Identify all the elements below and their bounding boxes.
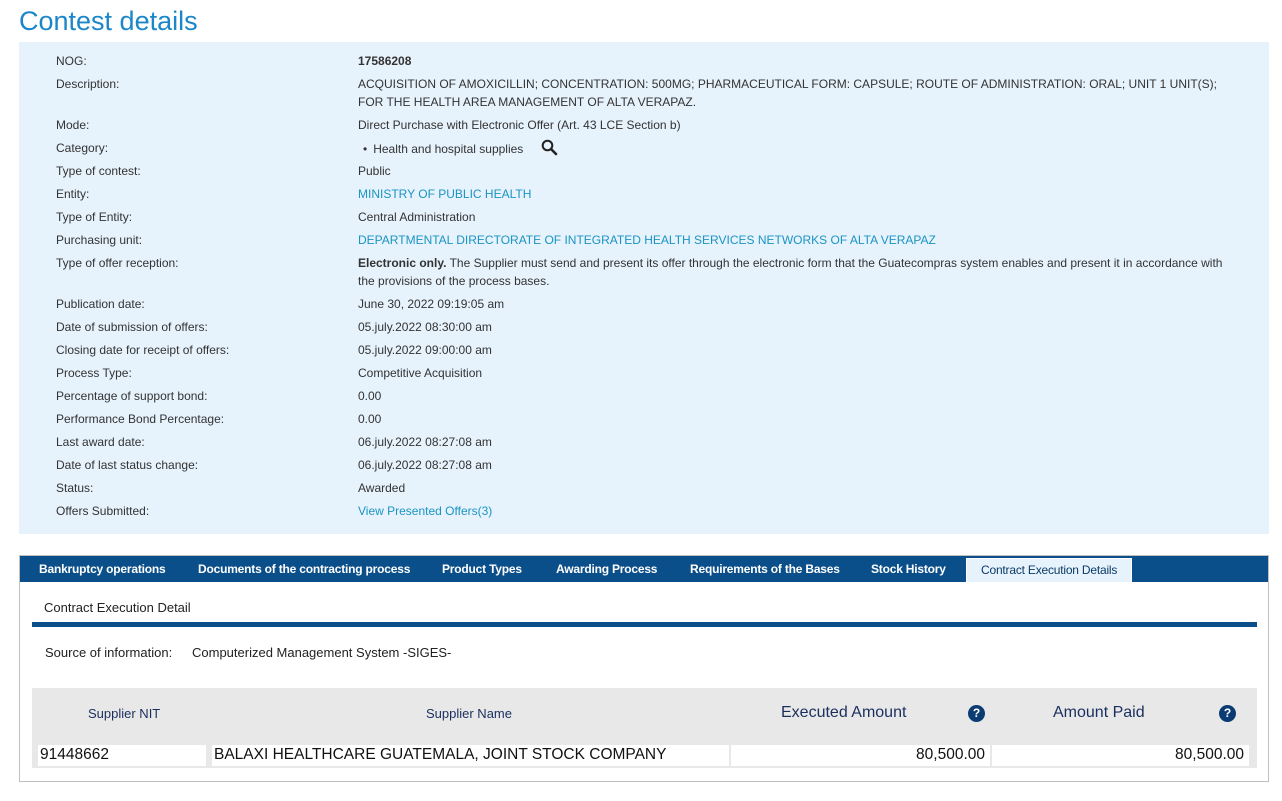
detail-label: Process Type: (56, 366, 132, 380)
tab-documents[interactable]: Documents of the contracting process (198, 562, 411, 576)
bullet: • (363, 142, 368, 156)
last-award-date-value: 06.july.2022 08:27:08 am (358, 435, 492, 449)
detail-label: Type of Entity: (56, 210, 133, 224)
tab-bar (20, 556, 1268, 582)
detail-label: Description: (56, 77, 120, 91)
description-value (358, 75, 1238, 111)
detail-label: Percentage of support bond: (56, 389, 208, 403)
process-type-value: Competitive Acquisition (358, 366, 483, 380)
detail-label: Performance Bond Percentage: (56, 412, 225, 426)
type-of-contest-value: Public (358, 164, 391, 178)
submission-date-value: 05.july.2022 08:30:00 am (358, 320, 492, 334)
cell-amount-paid: 80,500.00 (992, 745, 1249, 766)
publication-date-value: June 30, 2022 09:19:05 am (358, 297, 505, 311)
mode-value: Direct Purchase with Electronic Offer (Art. 43 LCE Section b) (358, 118, 681, 132)
detail-label: Date of submission of offers: (56, 320, 208, 334)
column-header-executed-amount: Executed Amount (781, 704, 907, 721)
section-header: Contract Execution Detail (44, 600, 191, 615)
column-header-amount-paid: Amount Paid (1053, 704, 1145, 721)
detail-label: Type of offer reception: (56, 256, 179, 270)
closing-date-value: 05.july.2022 09:00:00 am (358, 343, 492, 357)
column-header-supplier-name: Supplier Name (426, 706, 512, 721)
entity-link[interactable]: MINISTRY OF PUBLIC HEALTH (358, 187, 532, 201)
description-line-1: ACQUISITION OF AMOXICILLIN; CONCENTRATION: 500MG; PHARMACEUTICAL FORM: CAPSULE; ROUTE OF ADMINISTRATION: ORAL; UNIT 1 UNIT(S); (358, 77, 1217, 91)
purchasing-unit-link[interactable]: DEPARTMENTAL DIRECTORATE OF INTEGRATED HEALTH SERVICES NETWORKS OF ALTA VERAPAZ (358, 233, 936, 247)
nog-value: 17586208 (358, 54, 412, 68)
section-divider (32, 622, 1257, 627)
status-value: Awarded (358, 481, 406, 495)
execution-table (32, 688, 1257, 768)
offer-reception-bold: Electronic only. (358, 256, 447, 270)
detail-label: Type of contest: (56, 164, 141, 178)
search-icon[interactable] (541, 139, 558, 161)
support-bond-value: 0.00 (358, 389, 382, 403)
tab-awarding-process[interactable]: Awarding Process (556, 562, 658, 576)
detail-label: Closing date for receipt of offers: (56, 343, 230, 357)
tab-bankruptcy-operations[interactable]: Bankruptcy operations (39, 562, 166, 576)
tab-requirements[interactable]: Requirements of the Bases (690, 562, 840, 576)
offer-reception-value (358, 254, 1238, 290)
detail-label: Entity: (56, 187, 90, 201)
cell-executed-amount: 80,500.00 (731, 745, 990, 766)
help-circle-icon[interactable]: ? (968, 705, 985, 722)
source-value: Computerized Management System -SIGES- (192, 645, 452, 660)
detail-label: Purchasing unit: (56, 233, 143, 247)
offer-reception-text: The Supplier must send and present its offer through the electronic form that the Guatecompras system enables and present it in accordance with (446, 256, 1223, 270)
detail-label: NOG: (56, 54, 87, 68)
cell-supplier-name: BALAXI HEALTHCARE GUATEMALA, JOINT STOCK COMPANY (212, 745, 729, 766)
detail-label: Offers Submitted: (56, 504, 150, 518)
help-circle-icon[interactable]: ? (1219, 705, 1236, 722)
offer-reception-line-2: the provisions of the process bases. (358, 274, 550, 288)
description-line-2: FOR THE HEALTH AREA MANAGEMENT OF ALTA VERAPAZ. (358, 95, 697, 109)
detail-label: Last award date: (56, 435, 145, 449)
performance-bond-value: 0.00 (358, 412, 382, 426)
detail-label: Date of last status change: (56, 458, 199, 472)
tabs-container (19, 555, 1269, 782)
page-title: Contest details (19, 6, 198, 36)
contest-details-panel (19, 42, 1269, 534)
column-header-supplier-nit: Supplier NIT (88, 706, 161, 721)
type-of-entity-value: Central Administration (358, 210, 476, 224)
category-item: Health and hospital supplies (373, 142, 524, 156)
tab-stock-history[interactable]: Stock History (871, 562, 946, 576)
tab-product-types[interactable]: Product Types (442, 562, 522, 576)
detail-label: Status: (56, 481, 94, 495)
tab-contract-execution-details[interactable]: Contract Execution Details (966, 558, 1132, 582)
cell-supplier-nit: 91448662 (38, 745, 206, 766)
category-value (358, 139, 1238, 161)
detail-label: Publication date: (56, 297, 145, 311)
source-label: Source of information: (45, 645, 173, 660)
detail-label: Mode: (56, 118, 90, 132)
status-change-date-value: 06.july.2022 08:27:08 am (358, 458, 492, 472)
detail-label: Category: (56, 141, 109, 155)
view-offers-link[interactable]: View Presented Offers(3) (358, 504, 493, 518)
